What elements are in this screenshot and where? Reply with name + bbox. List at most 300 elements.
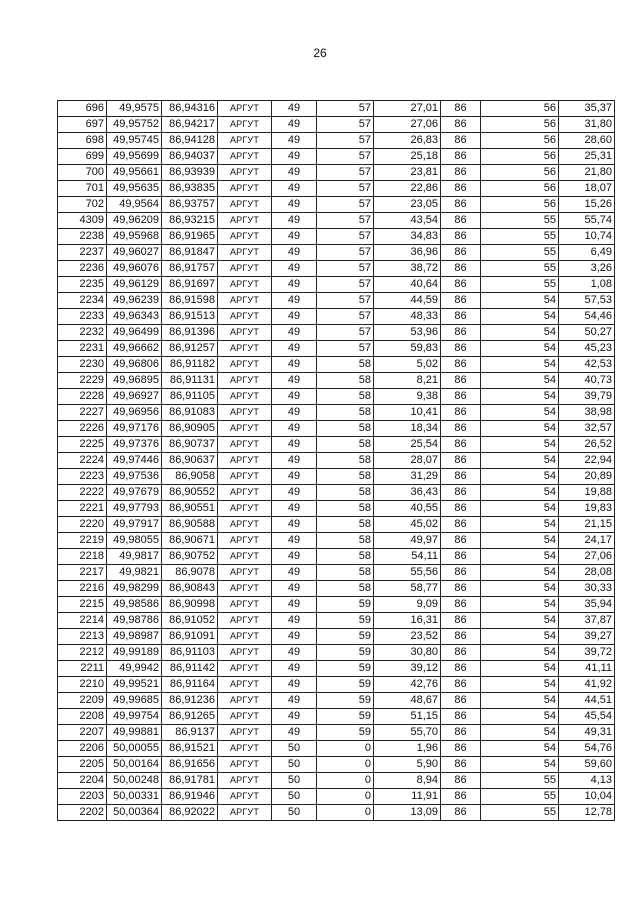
lat-seconds-cell: 58,77 [374,581,441,597]
lon-seconds-cell: 15,26 [559,197,615,213]
lat-minutes-cell: 59 [317,693,374,709]
lat-minutes-cell: 58 [317,405,374,421]
lon-degrees-cell: 86 [441,581,481,597]
lon-seconds-cell: 50,27 [559,325,615,341]
lon-minutes-cell: 54 [481,357,559,373]
lon-degrees-cell: 86 [441,661,481,677]
lat-minutes-cell: 0 [317,789,374,805]
lat-degrees-cell: 49 [272,117,317,133]
lon-minutes-cell: 54 [481,677,559,693]
river-name-cell: АРГУТ [218,293,272,309]
table-row [58,309,615,325]
coordinates-table [57,100,615,821]
latitude-decimal-cell: 49,9564 [107,197,162,213]
longitude-decimal-cell: 86,91697 [162,277,218,293]
lon-seconds-cell: 4,13 [559,773,615,789]
lat-degrees-cell: 50 [272,805,317,821]
river-name-cell: АРГУТ [218,405,272,421]
point-id-cell: 699 [58,149,107,165]
longitude-decimal-cell: 86,93757 [162,197,218,213]
river-name-cell: АРГУТ [218,533,272,549]
lon-minutes-cell: 54 [481,693,559,709]
point-id-cell: 2233 [58,309,107,325]
lat-minutes-cell: 57 [317,341,374,357]
longitude-decimal-cell: 86,91656 [162,757,218,773]
lat-seconds-cell: 5,02 [374,357,441,373]
lon-minutes-cell: 54 [481,293,559,309]
lat-degrees-cell: 50 [272,757,317,773]
lat-minutes-cell: 59 [317,645,374,661]
lon-seconds-cell: 37,87 [559,613,615,629]
lat-degrees-cell: 49 [272,389,317,405]
lon-minutes-cell: 54 [481,613,559,629]
lon-minutes-cell: 55 [481,277,559,293]
table-row [58,181,615,197]
point-id-cell: 2210 [58,677,107,693]
point-id-cell: 2205 [58,757,107,773]
river-name-cell: АРГУТ [218,165,272,181]
table-row [58,469,615,485]
lat-minutes-cell: 59 [317,629,374,645]
lat-degrees-cell: 49 [272,533,317,549]
latitude-decimal-cell: 49,96806 [107,357,162,373]
longitude-decimal-cell: 86,91757 [162,261,218,277]
point-id-cell: 698 [58,133,107,149]
lat-degrees-cell: 49 [272,165,317,181]
lon-minutes-cell: 56 [481,149,559,165]
latitude-decimal-cell: 49,9942 [107,661,162,677]
lat-minutes-cell: 59 [317,613,374,629]
latitude-decimal-cell: 49,9821 [107,565,162,581]
longitude-decimal-cell: 86,90905 [162,421,218,437]
point-id-cell: 2215 [58,597,107,613]
lat-seconds-cell: 54,11 [374,549,441,565]
lon-minutes-cell: 56 [481,181,559,197]
lon-minutes-cell: 54 [481,709,559,725]
table-row [58,165,615,181]
lon-minutes-cell: 54 [481,341,559,357]
lat-degrees-cell: 49 [272,213,317,229]
lat-degrees-cell: 50 [272,789,317,805]
latitude-decimal-cell: 49,97176 [107,421,162,437]
lat-seconds-cell: 31,29 [374,469,441,485]
table-row [58,245,615,261]
lat-seconds-cell: 34,83 [374,229,441,245]
lon-seconds-cell: 45,54 [559,709,615,725]
river-name-cell: АРГУТ [218,357,272,373]
lon-minutes-cell: 54 [481,549,559,565]
lat-minutes-cell: 57 [317,309,374,325]
lat-seconds-cell: 28,07 [374,453,441,469]
river-name-cell: АРГУТ [218,229,272,245]
lat-degrees-cell: 49 [272,501,317,517]
lon-degrees-cell: 86 [441,261,481,277]
point-id-cell: 2212 [58,645,107,661]
lon-seconds-cell: 35,94 [559,597,615,613]
lat-degrees-cell: 49 [272,421,317,437]
longitude-decimal-cell: 86,91182 [162,357,218,373]
latitude-decimal-cell: 49,99189 [107,645,162,661]
river-name-cell: АРГУТ [218,133,272,149]
point-id-cell: 2209 [58,693,107,709]
lon-minutes-cell: 55 [481,789,559,805]
lon-degrees-cell: 86 [441,229,481,245]
lon-minutes-cell: 54 [481,469,559,485]
lat-minutes-cell: 58 [317,581,374,597]
point-id-cell: 2202 [58,805,107,821]
lon-seconds-cell: 10,04 [559,789,615,805]
latitude-decimal-cell: 49,95752 [107,117,162,133]
table-row [58,133,615,149]
lon-minutes-cell: 55 [481,773,559,789]
longitude-decimal-cell: 86,91131 [162,373,218,389]
river-name-cell: АРГУТ [218,373,272,389]
lat-seconds-cell: 16,31 [374,613,441,629]
lon-degrees-cell: 86 [441,629,481,645]
longitude-decimal-cell: 86,9058 [162,469,218,485]
river-name-cell: АРГУТ [218,181,272,197]
table-row [58,709,615,725]
river-name-cell: АРГУТ [218,325,272,341]
longitude-decimal-cell: 86,93835 [162,181,218,197]
longitude-decimal-cell: 86,91257 [162,341,218,357]
lat-minutes-cell: 57 [317,261,374,277]
lat-degrees-cell: 49 [272,325,317,341]
lon-degrees-cell: 86 [441,277,481,293]
lat-minutes-cell: 59 [317,725,374,741]
latitude-decimal-cell: 49,99521 [107,677,162,693]
river-name-cell: АРГУТ [218,213,272,229]
lat-degrees-cell: 49 [272,341,317,357]
longitude-decimal-cell: 86,91164 [162,677,218,693]
table-row [58,101,615,117]
lon-degrees-cell: 86 [441,709,481,725]
lon-seconds-cell: 22,94 [559,453,615,469]
lon-degrees-cell: 86 [441,181,481,197]
lon-minutes-cell: 54 [481,629,559,645]
lat-seconds-cell: 23,81 [374,165,441,181]
lat-minutes-cell: 57 [317,293,374,309]
longitude-decimal-cell: 86,90551 [162,501,218,517]
point-id-cell: 2237 [58,245,107,261]
longitude-decimal-cell: 86,90752 [162,549,218,565]
lat-seconds-cell: 25,18 [374,149,441,165]
latitude-decimal-cell: 49,97793 [107,501,162,517]
longitude-decimal-cell: 86,91265 [162,709,218,725]
lon-degrees-cell: 86 [441,549,481,565]
table-row [58,517,615,533]
lat-degrees-cell: 50 [272,773,317,789]
lon-seconds-cell: 10,74 [559,229,615,245]
latitude-decimal-cell: 49,95699 [107,149,162,165]
lon-degrees-cell: 86 [441,149,481,165]
lat-degrees-cell: 49 [272,629,317,645]
lon-minutes-cell: 54 [481,325,559,341]
lon-seconds-cell: 30,33 [559,581,615,597]
lon-seconds-cell: 49,31 [559,725,615,741]
river-name-cell: АРГУТ [218,613,272,629]
table-row [58,757,615,773]
lon-seconds-cell: 6,49 [559,245,615,261]
lon-degrees-cell: 86 [441,757,481,773]
longitude-decimal-cell: 86,91946 [162,789,218,805]
lon-degrees-cell: 86 [441,773,481,789]
longitude-decimal-cell: 86,91103 [162,645,218,661]
lat-degrees-cell: 49 [272,133,317,149]
lat-minutes-cell: 58 [317,389,374,405]
lat-minutes-cell: 0 [317,773,374,789]
latitude-decimal-cell: 49,99685 [107,693,162,709]
river-name-cell: АРГУТ [218,677,272,693]
lat-seconds-cell: 25,54 [374,437,441,453]
lat-seconds-cell: 36,96 [374,245,441,261]
lat-degrees-cell: 49 [272,469,317,485]
point-id-cell: 4309 [58,213,107,229]
lat-degrees-cell: 49 [272,677,317,693]
latitude-decimal-cell: 49,96956 [107,405,162,421]
longitude-decimal-cell: 86,91091 [162,629,218,645]
point-id-cell: 2231 [58,341,107,357]
lon-seconds-cell: 28,60 [559,133,615,149]
lat-degrees-cell: 49 [272,197,317,213]
lon-seconds-cell: 41,11 [559,661,615,677]
point-id-cell: 2207 [58,725,107,741]
point-id-cell: 697 [58,117,107,133]
point-id-cell: 2206 [58,741,107,757]
lat-minutes-cell: 59 [317,597,374,613]
lon-degrees-cell: 86 [441,725,481,741]
lat-seconds-cell: 1,96 [374,741,441,757]
lon-minutes-cell: 54 [481,757,559,773]
river-name-cell: АРГУТ [218,117,272,133]
point-id-cell: 2227 [58,405,107,421]
table-row [58,677,615,693]
latitude-decimal-cell: 49,98786 [107,613,162,629]
lat-seconds-cell: 53,96 [374,325,441,341]
lon-degrees-cell: 86 [441,453,481,469]
table-row [58,501,615,517]
point-id-cell: 2204 [58,773,107,789]
river-name-cell: АРГУТ [218,469,272,485]
lon-degrees-cell: 86 [441,197,481,213]
lat-degrees-cell: 49 [272,101,317,117]
lon-minutes-cell: 54 [481,453,559,469]
lat-degrees-cell: 49 [272,373,317,389]
lat-degrees-cell: 49 [272,517,317,533]
latitude-decimal-cell: 49,98586 [107,597,162,613]
longitude-decimal-cell: 86,91598 [162,293,218,309]
lon-degrees-cell: 86 [441,437,481,453]
table-row [58,485,615,501]
table-row [58,789,615,805]
point-id-cell: 2217 [58,565,107,581]
lat-degrees-cell: 49 [272,181,317,197]
lon-seconds-cell: 39,72 [559,645,615,661]
table-row [58,405,615,421]
lat-minutes-cell: 58 [317,533,374,549]
lat-minutes-cell: 58 [317,453,374,469]
lat-seconds-cell: 49,97 [374,533,441,549]
lat-minutes-cell: 0 [317,805,374,821]
longitude-decimal-cell: 86,91847 [162,245,218,261]
point-id-cell: 2203 [58,789,107,805]
lat-degrees-cell: 49 [272,357,317,373]
latitude-decimal-cell: 49,96895 [107,373,162,389]
lat-degrees-cell: 49 [272,245,317,261]
point-id-cell: 2223 [58,469,107,485]
lon-seconds-cell: 57,53 [559,293,615,309]
lon-minutes-cell: 54 [481,661,559,677]
table-row [58,197,615,213]
table-row [58,773,615,789]
point-id-cell: 2211 [58,661,107,677]
longitude-decimal-cell: 86,90671 [162,533,218,549]
latitude-decimal-cell: 49,96239 [107,293,162,309]
latitude-decimal-cell: 49,97446 [107,453,162,469]
lat-seconds-cell: 38,72 [374,261,441,277]
lat-seconds-cell: 55,70 [374,725,441,741]
lat-seconds-cell: 23,05 [374,197,441,213]
lat-minutes-cell: 58 [317,501,374,517]
lat-degrees-cell: 49 [272,709,317,725]
river-name-cell: АРГУТ [218,197,272,213]
lat-degrees-cell: 49 [272,149,317,165]
point-id-cell: 2238 [58,229,107,245]
point-id-cell: 700 [58,165,107,181]
lon-seconds-cell: 39,27 [559,629,615,645]
lon-degrees-cell: 86 [441,469,481,485]
latitude-decimal-cell: 49,96209 [107,213,162,229]
lon-minutes-cell: 55 [481,805,559,821]
table-row [58,325,615,341]
latitude-decimal-cell: 49,9575 [107,101,162,117]
lon-degrees-cell: 86 [441,613,481,629]
table-row [58,725,615,741]
lon-minutes-cell: 55 [481,229,559,245]
lon-seconds-cell: 54,76 [559,741,615,757]
lon-seconds-cell: 21,15 [559,517,615,533]
lon-degrees-cell: 86 [441,309,481,325]
lat-minutes-cell: 58 [317,373,374,389]
latitude-decimal-cell: 49,99881 [107,725,162,741]
lon-minutes-cell: 54 [481,405,559,421]
lat-minutes-cell: 57 [317,133,374,149]
lat-degrees-cell: 49 [272,613,317,629]
lon-seconds-cell: 19,88 [559,485,615,501]
table-row [58,389,615,405]
latitude-decimal-cell: 49,95661 [107,165,162,181]
river-name-cell: АРГУТ [218,661,272,677]
lat-minutes-cell: 58 [317,421,374,437]
table-row [58,453,615,469]
lon-seconds-cell: 21,80 [559,165,615,181]
longitude-decimal-cell: 86,90998 [162,597,218,613]
river-name-cell: АРГУТ [218,517,272,533]
table-row [58,293,615,309]
latitude-decimal-cell: 50,00055 [107,741,162,757]
lat-minutes-cell: 57 [317,149,374,165]
river-name-cell: АРГУТ [218,149,272,165]
lon-seconds-cell: 40,73 [559,373,615,389]
lat-seconds-cell: 11,91 [374,789,441,805]
lon-seconds-cell: 18,07 [559,181,615,197]
lat-minutes-cell: 58 [317,549,374,565]
lon-minutes-cell: 54 [481,309,559,325]
river-name-cell: АРГУТ [218,341,272,357]
lon-degrees-cell: 86 [441,693,481,709]
lon-minutes-cell: 55 [481,213,559,229]
lat-seconds-cell: 13,09 [374,805,441,821]
river-name-cell: АРГУТ [218,549,272,565]
lon-degrees-cell: 86 [441,565,481,581]
longitude-decimal-cell: 86,94128 [162,133,218,149]
point-id-cell: 2232 [58,325,107,341]
river-name-cell: АРГУТ [218,501,272,517]
point-id-cell: 2235 [58,277,107,293]
point-id-cell: 2221 [58,501,107,517]
lon-degrees-cell: 86 [441,117,481,133]
longitude-decimal-cell: 86,90552 [162,485,218,501]
lon-minutes-cell: 54 [481,485,559,501]
river-name-cell: АРГУТ [218,485,272,501]
lon-seconds-cell: 38,98 [559,405,615,421]
lon-degrees-cell: 86 [441,405,481,421]
lon-degrees-cell: 86 [441,741,481,757]
lat-seconds-cell: 48,33 [374,309,441,325]
lat-minutes-cell: 57 [317,213,374,229]
river-name-cell: АРГУТ [218,101,272,117]
lat-degrees-cell: 49 [272,229,317,245]
longitude-decimal-cell: 86,90737 [162,437,218,453]
latitude-decimal-cell: 50,00331 [107,789,162,805]
longitude-decimal-cell: 86,90637 [162,453,218,469]
point-id-cell: 2236 [58,261,107,277]
latitude-decimal-cell: 49,96927 [107,389,162,405]
point-id-cell: 702 [58,197,107,213]
lat-seconds-cell: 59,83 [374,341,441,357]
lon-seconds-cell: 59,60 [559,757,615,773]
lon-minutes-cell: 54 [481,533,559,549]
latitude-decimal-cell: 49,96499 [107,325,162,341]
river-name-cell: АРГУТ [218,245,272,261]
river-name-cell: АРГУТ [218,709,272,725]
table-row [58,805,615,821]
longitude-decimal-cell: 86,90588 [162,517,218,533]
lon-minutes-cell: 54 [481,501,559,517]
lat-seconds-cell: 5,90 [374,757,441,773]
lon-minutes-cell: 56 [481,197,559,213]
latitude-decimal-cell: 50,00164 [107,757,162,773]
lat-seconds-cell: 48,67 [374,693,441,709]
lon-degrees-cell: 86 [441,485,481,501]
lon-degrees-cell: 86 [441,165,481,181]
river-name-cell: АРГУТ [218,565,272,581]
lon-minutes-cell: 56 [481,165,559,181]
lon-seconds-cell: 54,46 [559,309,615,325]
table-row [58,341,615,357]
longitude-decimal-cell: 86,91052 [162,613,218,629]
lat-seconds-cell: 8,21 [374,373,441,389]
table-row [58,597,615,613]
latitude-decimal-cell: 49,95968 [107,229,162,245]
lat-minutes-cell: 57 [317,277,374,293]
lat-degrees-cell: 49 [272,581,317,597]
longitude-decimal-cell: 86,91965 [162,229,218,245]
lat-minutes-cell: 57 [317,325,374,341]
lon-minutes-cell: 54 [481,389,559,405]
point-id-cell: 2214 [58,613,107,629]
lat-degrees-cell: 50 [272,741,317,757]
